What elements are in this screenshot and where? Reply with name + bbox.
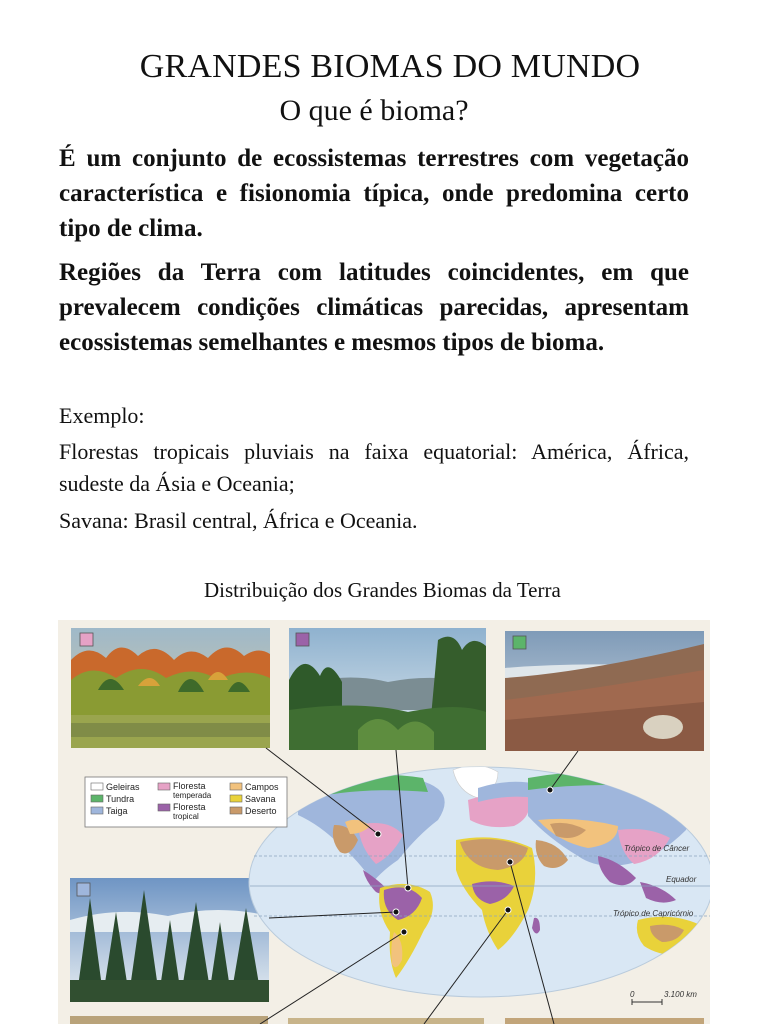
legend-label-taiga: Taiga [106, 806, 128, 816]
legend-label-tundra: Tundra [106, 794, 135, 804]
legend-label-floresta-tropical-2: tropical [173, 812, 199, 821]
example-tropical-forests: Florestas tropicais pluviais na faixa equatorial: América, África, sudeste da Ásia e Oceania; [59, 439, 689, 496]
legend-label-deserto: Deserto [245, 806, 277, 816]
legend-label-floresta-tropical: Floresta [173, 802, 206, 812]
label-tropic-cancer: Trópico de Câncer [624, 844, 690, 853]
biomes-figure [58, 620, 710, 1024]
legend-swatch-floresta-tropical [158, 804, 170, 811]
photo-taiga [70, 878, 269, 1002]
legend-label-floresta-temperada-2: temperada [173, 791, 212, 800]
legend-swatch-geleiras [91, 783, 103, 790]
legend-label-floresta-temperada: Floresta [173, 781, 206, 791]
photo-temperate-forest [71, 628, 270, 748]
photo-partial-left [70, 1016, 268, 1024]
legend-label-campos: Campos [245, 782, 279, 792]
scale-distance: 3.100 km [664, 990, 697, 999]
photo-tropical-forest [289, 628, 486, 750]
legend-swatch-campos [230, 783, 242, 790]
page-subtitle: O que é bioma? [279, 94, 469, 127]
label-equator: Equador [666, 875, 697, 884]
legend-swatch-savana [230, 795, 242, 802]
example-savanna: Savana: Brasil central, África e Oceania. [59, 508, 418, 533]
map-legend [85, 777, 287, 827]
definition-paragraph: É um conjunto de ecossistemas terrestres com vegetação característica e fisionomia típica, onde predomina certo tipo de clima. [59, 145, 689, 242]
legend-swatch-floresta-temperada [158, 783, 170, 790]
scale-zero: 0 [630, 990, 635, 999]
latitude-paragraph: Regiões da Terra com latitudes coincidentes, em que prevalecem condições climáticas parecidas, apresentam ecossistemas semelhantes e mesmos tipos de bioma. [59, 259, 689, 356]
legend-swatch-tundra [91, 795, 103, 802]
legend-label-savana: Savana [245, 794, 276, 804]
photo-tundra [505, 631, 704, 751]
example-label: Exemplo: [59, 403, 145, 428]
legend-label-geleiras: Geleiras [106, 782, 140, 792]
figure-caption: Distribuição dos Grandes Biomas da Terra [204, 578, 561, 602]
page-title: GRANDES BIOMAS DO MUNDO [139, 48, 641, 85]
photo-partial-middle [288, 1018, 484, 1024]
label-tropic-capricorn: Trópico de Capricórnio [613, 909, 694, 918]
photo-partial-right [505, 1018, 704, 1024]
legend-swatch-taiga [91, 807, 103, 814]
legend-swatch-deserto [230, 807, 242, 814]
